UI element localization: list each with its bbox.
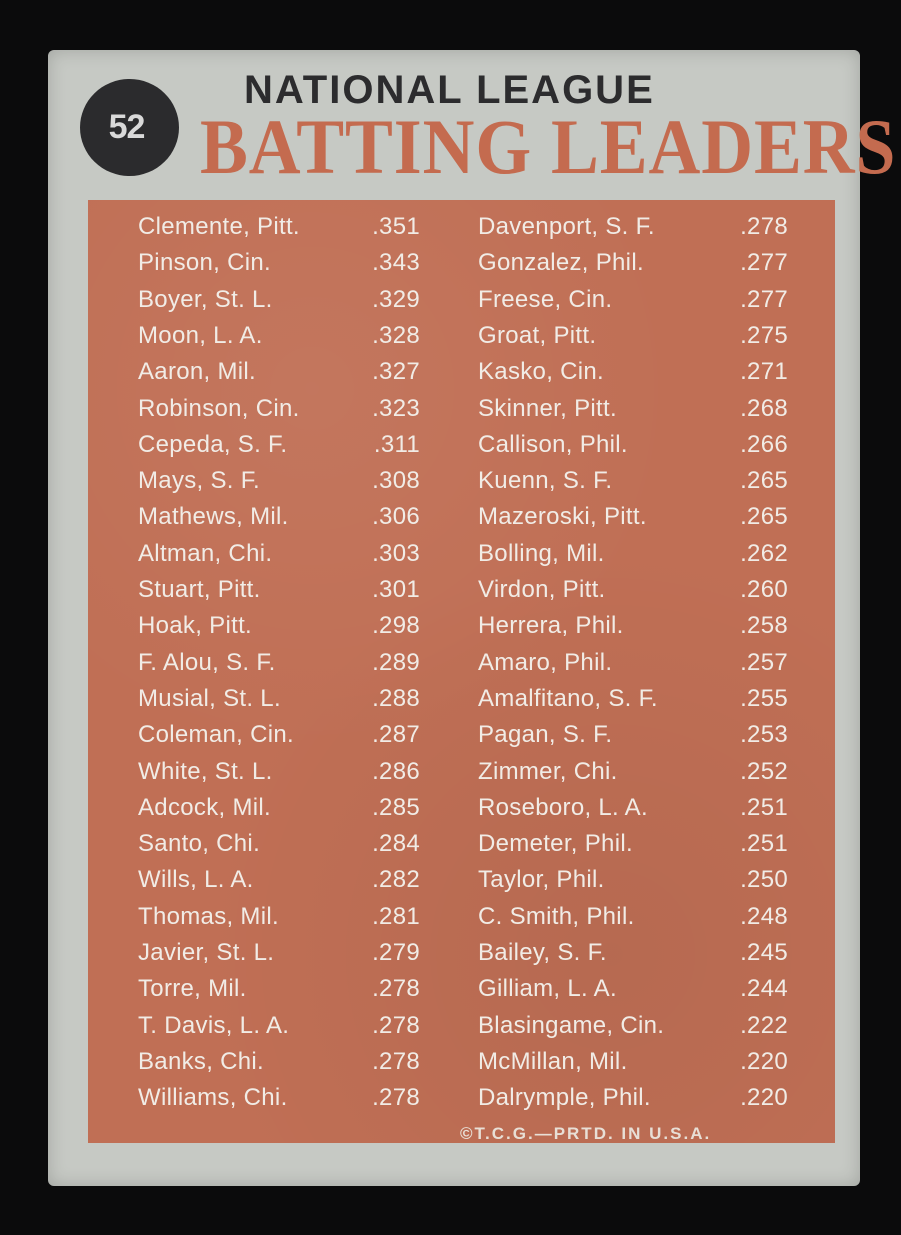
- batting-average: .265: [740, 503, 788, 531]
- player-name: Callison, Phil.: [478, 430, 628, 458]
- leader-row: [478, 1012, 788, 1042]
- player-name: McMillan, Mil.: [478, 1047, 628, 1075]
- batting-average: .260: [740, 576, 788, 603]
- player-name: Mazeroski, Pitt.: [478, 503, 647, 531]
- player-name: Taylor, Phil.: [478, 866, 605, 894]
- leader-row: [138, 503, 420, 533]
- player-name: Robinson, Cin.: [138, 394, 300, 422]
- player-name: Roseboro, L. A.: [478, 793, 648, 821]
- batting-average: .245: [740, 939, 788, 966]
- leader-row: [138, 830, 420, 860]
- batting-average: .278: [372, 1047, 420, 1075]
- leader-row: [478, 649, 788, 679]
- leader-row: [478, 685, 788, 715]
- player-name: Gonzalez, Phil.: [478, 249, 644, 277]
- batting-average: .251: [740, 793, 788, 821]
- leader-row: [478, 612, 788, 642]
- leader-row: [138, 395, 420, 425]
- batting-average: .306: [372, 503, 420, 531]
- batting-average: .258: [740, 612, 788, 640]
- leader-row: [138, 866, 420, 896]
- batting-average: .220: [740, 1047, 788, 1075]
- batting-average: .329: [372, 285, 420, 313]
- leader-row: [138, 939, 420, 969]
- leader-row: [138, 1084, 420, 1114]
- batting-average: .220: [740, 1084, 788, 1112]
- batting-average: .253: [740, 721, 788, 749]
- leader-row: [138, 286, 420, 316]
- leader-row: [478, 866, 788, 896]
- leader-row: [138, 794, 420, 824]
- batting-average: .279: [372, 939, 420, 966]
- player-name: Cepeda, S. F.: [138, 430, 288, 458]
- leader-row: [478, 431, 788, 461]
- batting-average: .311: [373, 430, 420, 458]
- leader-row: [138, 685, 420, 715]
- batting-average: .275: [740, 321, 788, 349]
- player-name: T. Davis, L. A.: [138, 1011, 290, 1039]
- batting-average: .278: [372, 1084, 420, 1112]
- player-name: Freese, Cin.: [478, 285, 613, 313]
- leader-row: [478, 830, 788, 860]
- leader-row: [478, 467, 788, 497]
- league-heading: NATIONAL LEAGUE: [244, 68, 655, 112]
- player-name: Torre, Mil.: [138, 975, 247, 1003]
- player-name: C. Smith, Phil.: [478, 902, 635, 930]
- player-name: Mathews, Mil.: [138, 503, 289, 531]
- leader-row: [138, 758, 420, 788]
- player-name: Altman, Chi.: [138, 539, 273, 567]
- leader-row: [478, 1048, 788, 1078]
- player-name: Kuenn, S. F.: [478, 467, 613, 495]
- leader-row: [138, 903, 420, 933]
- player-name: Virdon, Pitt.: [478, 576, 606, 603]
- player-name: Adcock, Mil.: [138, 793, 271, 821]
- player-name: F. Alou, S. F.: [138, 648, 276, 676]
- leader-row: [478, 1084, 788, 1114]
- batting-average: .251: [740, 830, 788, 858]
- card-title: BATTING LEADERS: [200, 103, 897, 190]
- player-name: Pinson, Cin.: [138, 249, 271, 277]
- player-name: Blasingame, Cin.: [478, 1011, 665, 1039]
- leader-row: [138, 975, 420, 1005]
- player-name: Bolling, Mil.: [478, 539, 605, 567]
- card-number-badge: [80, 79, 179, 176]
- batting-average: .277: [740, 285, 788, 313]
- player-name: White, St. L.: [138, 757, 273, 785]
- player-name: Javier, St. L.: [138, 939, 275, 966]
- batting-average: .286: [372, 757, 420, 785]
- player-name: Pagan, S. F.: [478, 721, 613, 749]
- leader-row: [138, 358, 420, 388]
- leader-row: [138, 540, 420, 570]
- batting-average: .301: [372, 576, 420, 603]
- player-name: Santo, Chi.: [138, 830, 261, 858]
- batting-average: .266: [740, 430, 788, 458]
- batting-average: .277: [740, 249, 788, 277]
- player-name: Mays, S. F.: [138, 467, 260, 495]
- leader-row: [478, 503, 788, 533]
- leader-row: [138, 612, 420, 642]
- batting-average: .271: [740, 358, 788, 386]
- player-name: Musial, St. L.: [138, 684, 281, 712]
- player-name: Moon, L. A.: [138, 321, 263, 349]
- batting-average: .268: [740, 394, 788, 422]
- player-name: Skinner, Pitt.: [478, 394, 617, 422]
- batting-average: .288: [372, 684, 420, 712]
- leader-row: [138, 467, 420, 497]
- leader-row: [478, 286, 788, 316]
- leader-row: [138, 1012, 420, 1042]
- batting-average: .252: [740, 757, 788, 785]
- batting-average: .351: [372, 213, 420, 240]
- leader-row: [478, 213, 788, 243]
- leader-row: [478, 576, 788, 606]
- leader-row: [478, 721, 788, 751]
- player-name: Groat, Pitt.: [478, 321, 597, 349]
- player-name: Williams, Chi.: [138, 1084, 288, 1112]
- batting-average: .265: [740, 467, 788, 495]
- leader-row: [138, 249, 420, 279]
- player-name: Dalrymple, Phil.: [478, 1084, 651, 1112]
- player-name: Thomas, Mil.: [138, 902, 279, 930]
- batting-average: .323: [372, 394, 420, 422]
- leader-row: [478, 249, 788, 279]
- batting-average: .281: [372, 902, 420, 930]
- player-name: Zimmer, Chi.: [478, 757, 618, 785]
- player-name: Coleman, Cin.: [138, 721, 294, 749]
- player-name: Aaron, Mil.: [138, 358, 257, 386]
- leader-row: [138, 576, 420, 606]
- batting-average: .284: [372, 830, 420, 858]
- batting-average: .328: [372, 321, 420, 349]
- batting-average: .303: [372, 539, 420, 567]
- leader-row: [478, 794, 788, 824]
- batting-average: .289: [372, 648, 420, 676]
- player-name: Hoak, Pitt.: [138, 612, 253, 640]
- leader-row: [478, 322, 788, 352]
- player-name: Amalfitano, S. F.: [478, 684, 658, 712]
- batting-average: .244: [740, 975, 788, 1003]
- player-name: Bailey, S. F.: [478, 939, 607, 966]
- leader-row: [478, 903, 788, 933]
- leader-row: [138, 649, 420, 679]
- batting-average: .308: [372, 467, 420, 495]
- batting-average: .327: [372, 358, 420, 386]
- batting-average: .343: [372, 249, 420, 277]
- player-name: Amaro, Phil.: [478, 648, 613, 676]
- leader-row: [478, 540, 788, 570]
- leader-row: [478, 975, 788, 1005]
- leader-row: [138, 431, 420, 461]
- batting-average: .287: [372, 721, 420, 749]
- leader-row: [478, 358, 788, 388]
- leader-row: [478, 395, 788, 425]
- batting-average: .278: [740, 213, 788, 240]
- batting-average: .298: [372, 612, 420, 640]
- leader-row: [138, 213, 420, 243]
- player-name: Wills, L. A.: [138, 866, 254, 894]
- leader-row: [478, 758, 788, 788]
- batting-average: .262: [740, 539, 788, 567]
- leader-row: [138, 1048, 420, 1078]
- player-name: Clemente, Pitt.: [138, 213, 300, 240]
- leader-row: [138, 721, 420, 751]
- leader-row: [478, 939, 788, 969]
- player-name: Boyer, St. L.: [138, 285, 273, 313]
- batting-average: .282: [372, 866, 420, 894]
- batting-average: .278: [372, 975, 420, 1003]
- batting-average: .222: [740, 1011, 788, 1039]
- player-name: Davenport, S. F.: [478, 213, 655, 240]
- card-number: 52: [108, 108, 145, 146]
- batting-average: .257: [740, 648, 788, 676]
- player-name: Banks, Chi.: [138, 1047, 265, 1075]
- batting-average: .250: [740, 866, 788, 894]
- player-name: Kasko, Cin.: [478, 358, 605, 386]
- leader-row: [138, 322, 420, 352]
- player-name: Stuart, Pitt.: [138, 576, 261, 603]
- batting-average: .285: [372, 793, 420, 821]
- copyright-footer: ©T.C.G.—PRTD. IN U.S.A.: [460, 1124, 712, 1143]
- batting-average: .248: [740, 902, 788, 930]
- player-name: Herrera, Phil.: [478, 612, 624, 640]
- player-name: Demeter, Phil.: [478, 830, 633, 858]
- batting-average: .278: [372, 1011, 420, 1039]
- batting-average: .255: [740, 684, 788, 712]
- player-name: Gilliam, L. A.: [478, 975, 617, 1003]
